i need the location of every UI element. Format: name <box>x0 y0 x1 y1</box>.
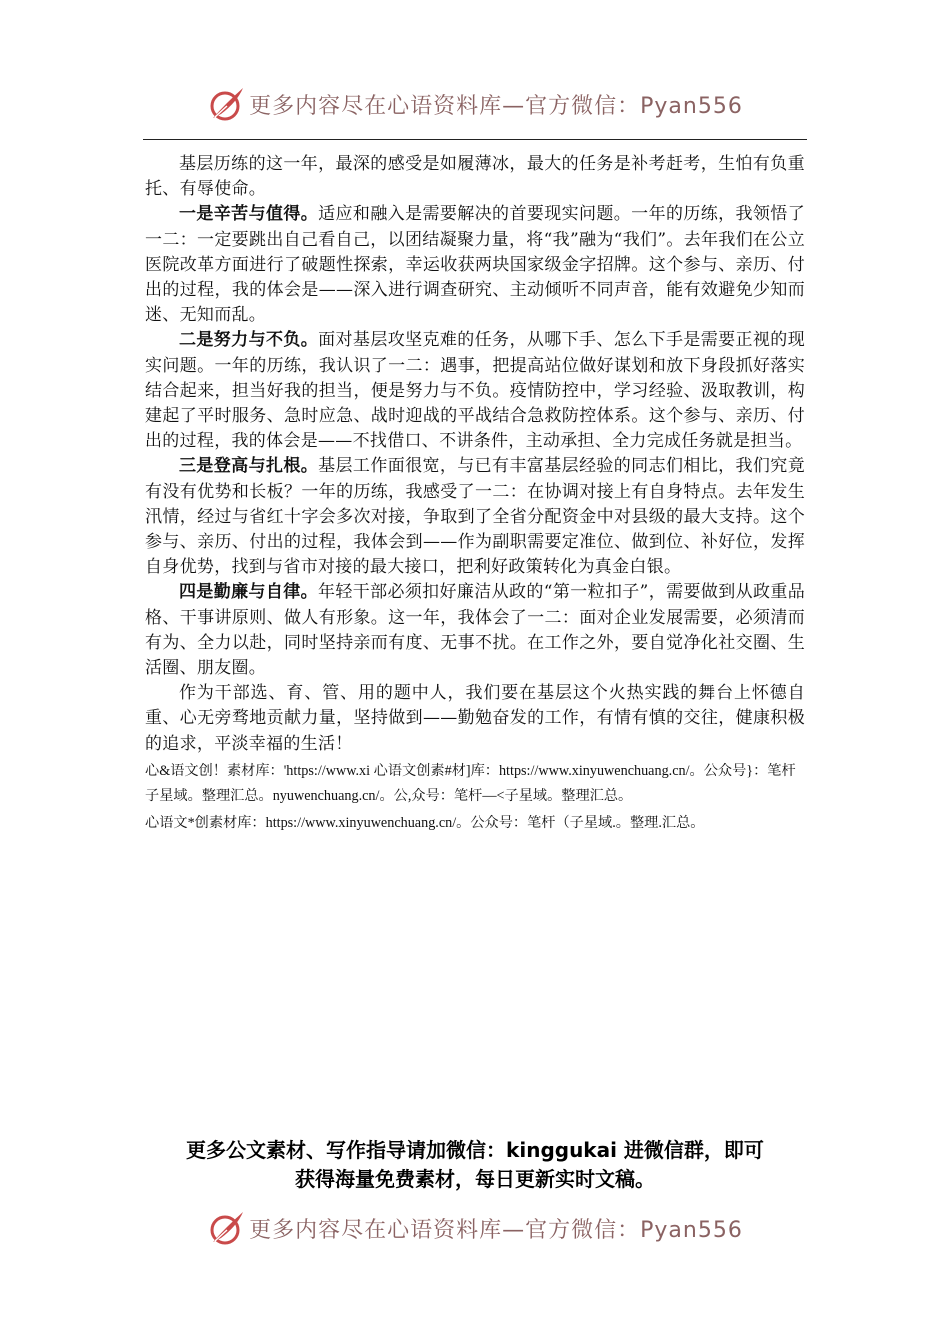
header-divider <box>143 139 807 140</box>
section-text-1: 适应和融入是需要解决的首要现实问题。一年的历练，我领悟了一二：一定要跳出自己看自己，以团结凝聚力量，将“我”融为“我们”。去年我们在公立医院改革方面进行了破题性探索，幸运收获两块国家级金字招牌。这个参与、亲历、付出的过程，我的体会是——深入进行调查研究、主动倾听不同声音，能有效避免少知而迷、无知而乱。 <box>145 204 805 326</box>
watermark-text-2: 心语文*创素材库：https://www.xinyuwenchuang.cn/。公众号：笔杆（子星域.。整理.汇总。 <box>145 814 705 831</box>
intro-paragraph: 基层历练的这一年，最深的感受是如履薄冰，最大的任务是补考赶考，生怕有负重托、有辱使命。 <box>145 154 805 200</box>
section-heading-3: 三是登高与扎根。 <box>179 456 319 477</box>
promo-block <box>0 1136 950 1194</box>
closing-paragraph: 作为干部选、育、管、用的题中人，我们要在基层这个火热实践的舞台上怀德自重、心无旁骛地贡献力量，坚持做到——勤勉奋发的工作，有情有慎的交往，健康积极的追求，平淡幸福的生活！ <box>145 683 805 754</box>
section-heading-4: 四是勤廉与自律。 <box>179 582 318 603</box>
section-heading-2: 二是努力与不负。 <box>179 330 319 351</box>
section-text-4: 年轻干部必须扣好廉洁从政的“第一粒扣子”，需要做到从政重品格、干事讲原则、做人有形象。这一年，我体会了一二：面对企业发展需要，必须清而有为、全力以赴，同时坚持亲而有度、无事不扰。在工作之外，要自觉净化社交圈、生活圈、朋友圈。 <box>145 582 805 679</box>
watermark-text-1: 心&语文创！素材库：'https://www.xi 心语文创素#材]库：https://www.xinyuwenchuang.cn/。公众号}：笔杆子星域。整理汇总。nyuwenchuang.cn/。公,众号：笔杆—<子星域。整理汇总。 <box>145 762 796 804</box>
quill-logo-icon <box>207 1208 247 1248</box>
footer-banner-text: 更多内容尽在心语资料库—官方微信：Pyan556 <box>249 1217 743 1243</box>
section-paragraph-2 <box>145 328 805 454</box>
header-banner-text: 更多内容尽在心语资料库—官方微信：Pyan556 <box>249 93 743 119</box>
section-heading-1: 一是辛苦与值得。 <box>179 204 319 225</box>
quill-logo-icon <box>207 84 247 124</box>
document-body <box>145 152 805 836</box>
promo-line-2: 获得海量免费素材，每日更新实时文稿。 <box>295 1167 655 1191</box>
section-text-2: 面对基层攻坚克难的任务，从哪下手、怎么下手是需要正视的现实问题。一年的历练，我认识了一二：遇事，把提高站位做好谋划和放下身段抓好落实结合起来，担当好我的担当，便是努力与不负。疫情防控中，学习经验、汲取教训，构建起了平时服务、急时应急、战时迎战的平战结合急救防控体系。这个参与、亲历、付出的过程，我的体会是——不找借口、不讲条件，主动承担、全力完成任务就是担当。 <box>145 330 805 452</box>
footer-banner <box>0 1206 950 1250</box>
section-text-3: 基层工作面很宽，与已有丰富基层经验的同志们相比，我们究竟有没有优势和长板？一年的历练，我感受了一二：在协调对接上有自身特点。去年发生汛情，经过与省红十字会多次对接，争取到了全省分配资金中对县级的最大支持。这个参与、亲历、付出的过程，我体会到——作为副职需要定准位、做到位、补好位，发挥自身优势，找到与省市对接的最大接口，把利好政策转化为真金白银。 <box>145 456 805 578</box>
header-banner <box>0 82 950 126</box>
section-paragraph-1 <box>145 202 805 328</box>
promo-line-1: 更多公文素材、写作指导请加微信：kinggukai 进微信群，即可 <box>186 1138 764 1162</box>
section-paragraph-4 <box>145 580 805 681</box>
section-paragraph-3 <box>145 454 805 580</box>
